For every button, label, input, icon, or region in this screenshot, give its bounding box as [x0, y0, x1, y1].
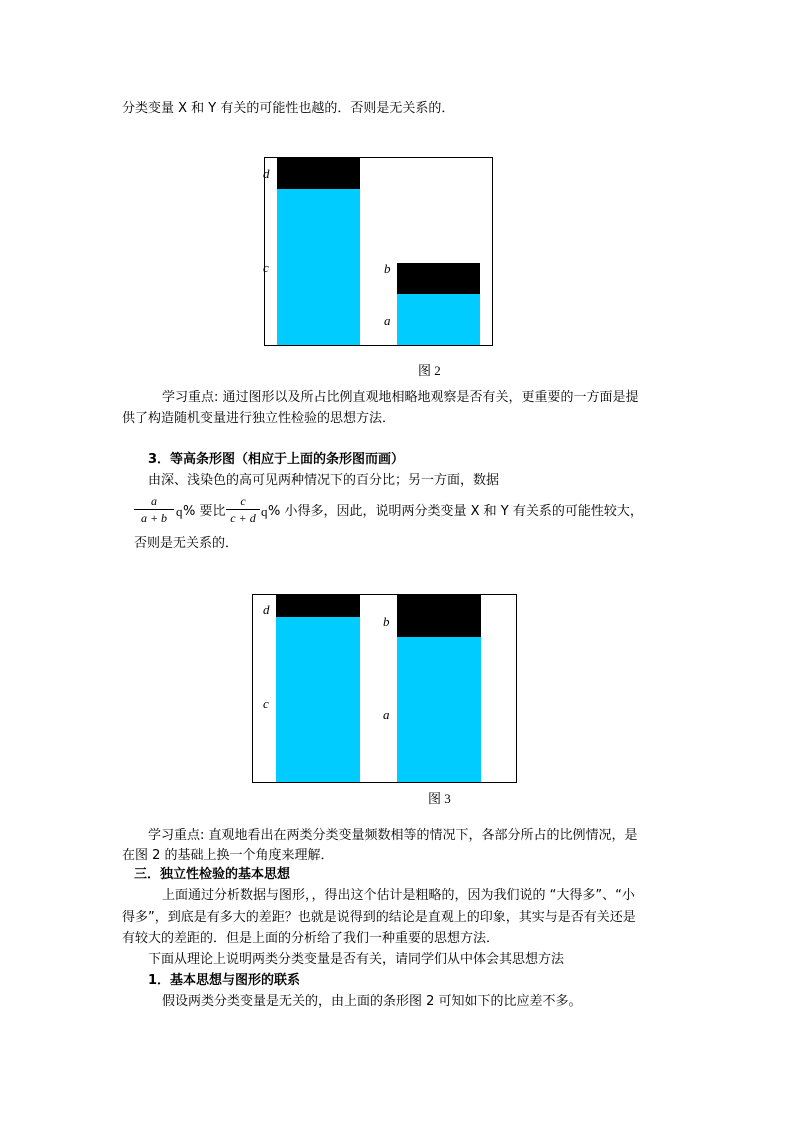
frac1-text: % 要比	[183, 504, 226, 519]
fig2-bar1-d-segment	[277, 158, 360, 189]
section-three-p1-line2: 得多”，到底是有多大的差距？也就是说得到的结论是直观上的印象，其实与是否有关还是	[122, 910, 636, 925]
fig2-label-c: c	[263, 260, 269, 275]
section-three-heading: 三．独立性检验的基本思想	[134, 867, 291, 882]
fig2-bar2-a-segment	[397, 294, 480, 345]
figure-2-chart	[264, 157, 493, 346]
frac2-denominator: c + d	[230, 511, 256, 525]
fig2-label-a: a	[384, 313, 391, 328]
section-three-sub-heading: 1．基本思想与图形的联系	[148, 973, 301, 988]
figure-2-caption: 图 2	[418, 363, 441, 378]
para1-line2: 供了构造随机变量进行独立性检验的思想方法．	[122, 411, 396, 426]
section3-heading: 3．等高条形图（相应于上面的条形图而画）	[148, 452, 405, 467]
section3-line3: 否则是无关系的．	[134, 536, 239, 551]
fig2-bar1-c-segment	[277, 189, 360, 345]
fig3-label-b: b	[383, 614, 390, 629]
fig3-label-d: d	[263, 602, 270, 617]
frac2-text: % 小得多，因此，说明两分类变量 X 和 Y 有关系的可能性较大，	[268, 504, 643, 519]
para2-line2: 在图 2 的基础上换一个角度来理解．	[122, 848, 334, 863]
frac2-numerator: c	[240, 494, 246, 508]
fig3-bar1-c-segment	[276, 617, 360, 782]
section-three-p1-line1: 上面通过分析数据与图形，，得出这个估计是粗略的，因为我们说的 “大得多”、“小	[162, 888, 635, 903]
fig3-label-c: c	[263, 696, 269, 711]
fig3-bar1-d-segment	[276, 595, 360, 617]
section3-line1: 由深、浅染色的高可见两种情况下的百分比；另一方面，数据	[148, 473, 500, 488]
fraction-c-over-c-plus-d	[226, 494, 260, 525]
fig2-bar2-b-segment	[397, 263, 480, 294]
section-three-p3-line1: 假设两类分类变量是无关的，由上面的条形图 2 可知如下的比应差不多。	[162, 994, 582, 1009]
frac1-numerator: a	[151, 494, 157, 508]
fig2-label-d: d	[263, 166, 270, 181]
frac2-symbol: q	[261, 504, 268, 519]
figure-3-caption: 图 3	[428, 791, 451, 806]
para1-line1: 学习重点: 通过图形以及所占比例直观地相略地观察是否有关，更重要的一方面是提	[162, 390, 639, 405]
fig2-label-b: b	[384, 261, 391, 276]
frac1-denominator: a + b	[140, 511, 168, 525]
fig3-bar2-a-segment	[397, 637, 481, 782]
section-three-p1-line3: 有较大的差距的．但是上面的分析给了我们一种重要的思想方法．	[122, 931, 500, 946]
para2-line1: 学习重点: 直观地看出在两类分类变量频数相等的情况下，各部分所占的比例情况，是	[148, 828, 638, 843]
fig3-label-a: a	[383, 707, 390, 722]
section-three-p2-line1: 下面从理论上说明两类分类变量是否有关，请同学们从中体会其思想方法	[148, 952, 565, 967]
fig3-bar2-b-segment	[397, 595, 481, 637]
intro-text: 分类变量 X 和 Y 有关的可能性也越的．否则是无关系的．	[122, 101, 455, 116]
fraction-a-over-a-plus-b	[134, 494, 174, 525]
frac1-symbol: q	[176, 504, 183, 519]
